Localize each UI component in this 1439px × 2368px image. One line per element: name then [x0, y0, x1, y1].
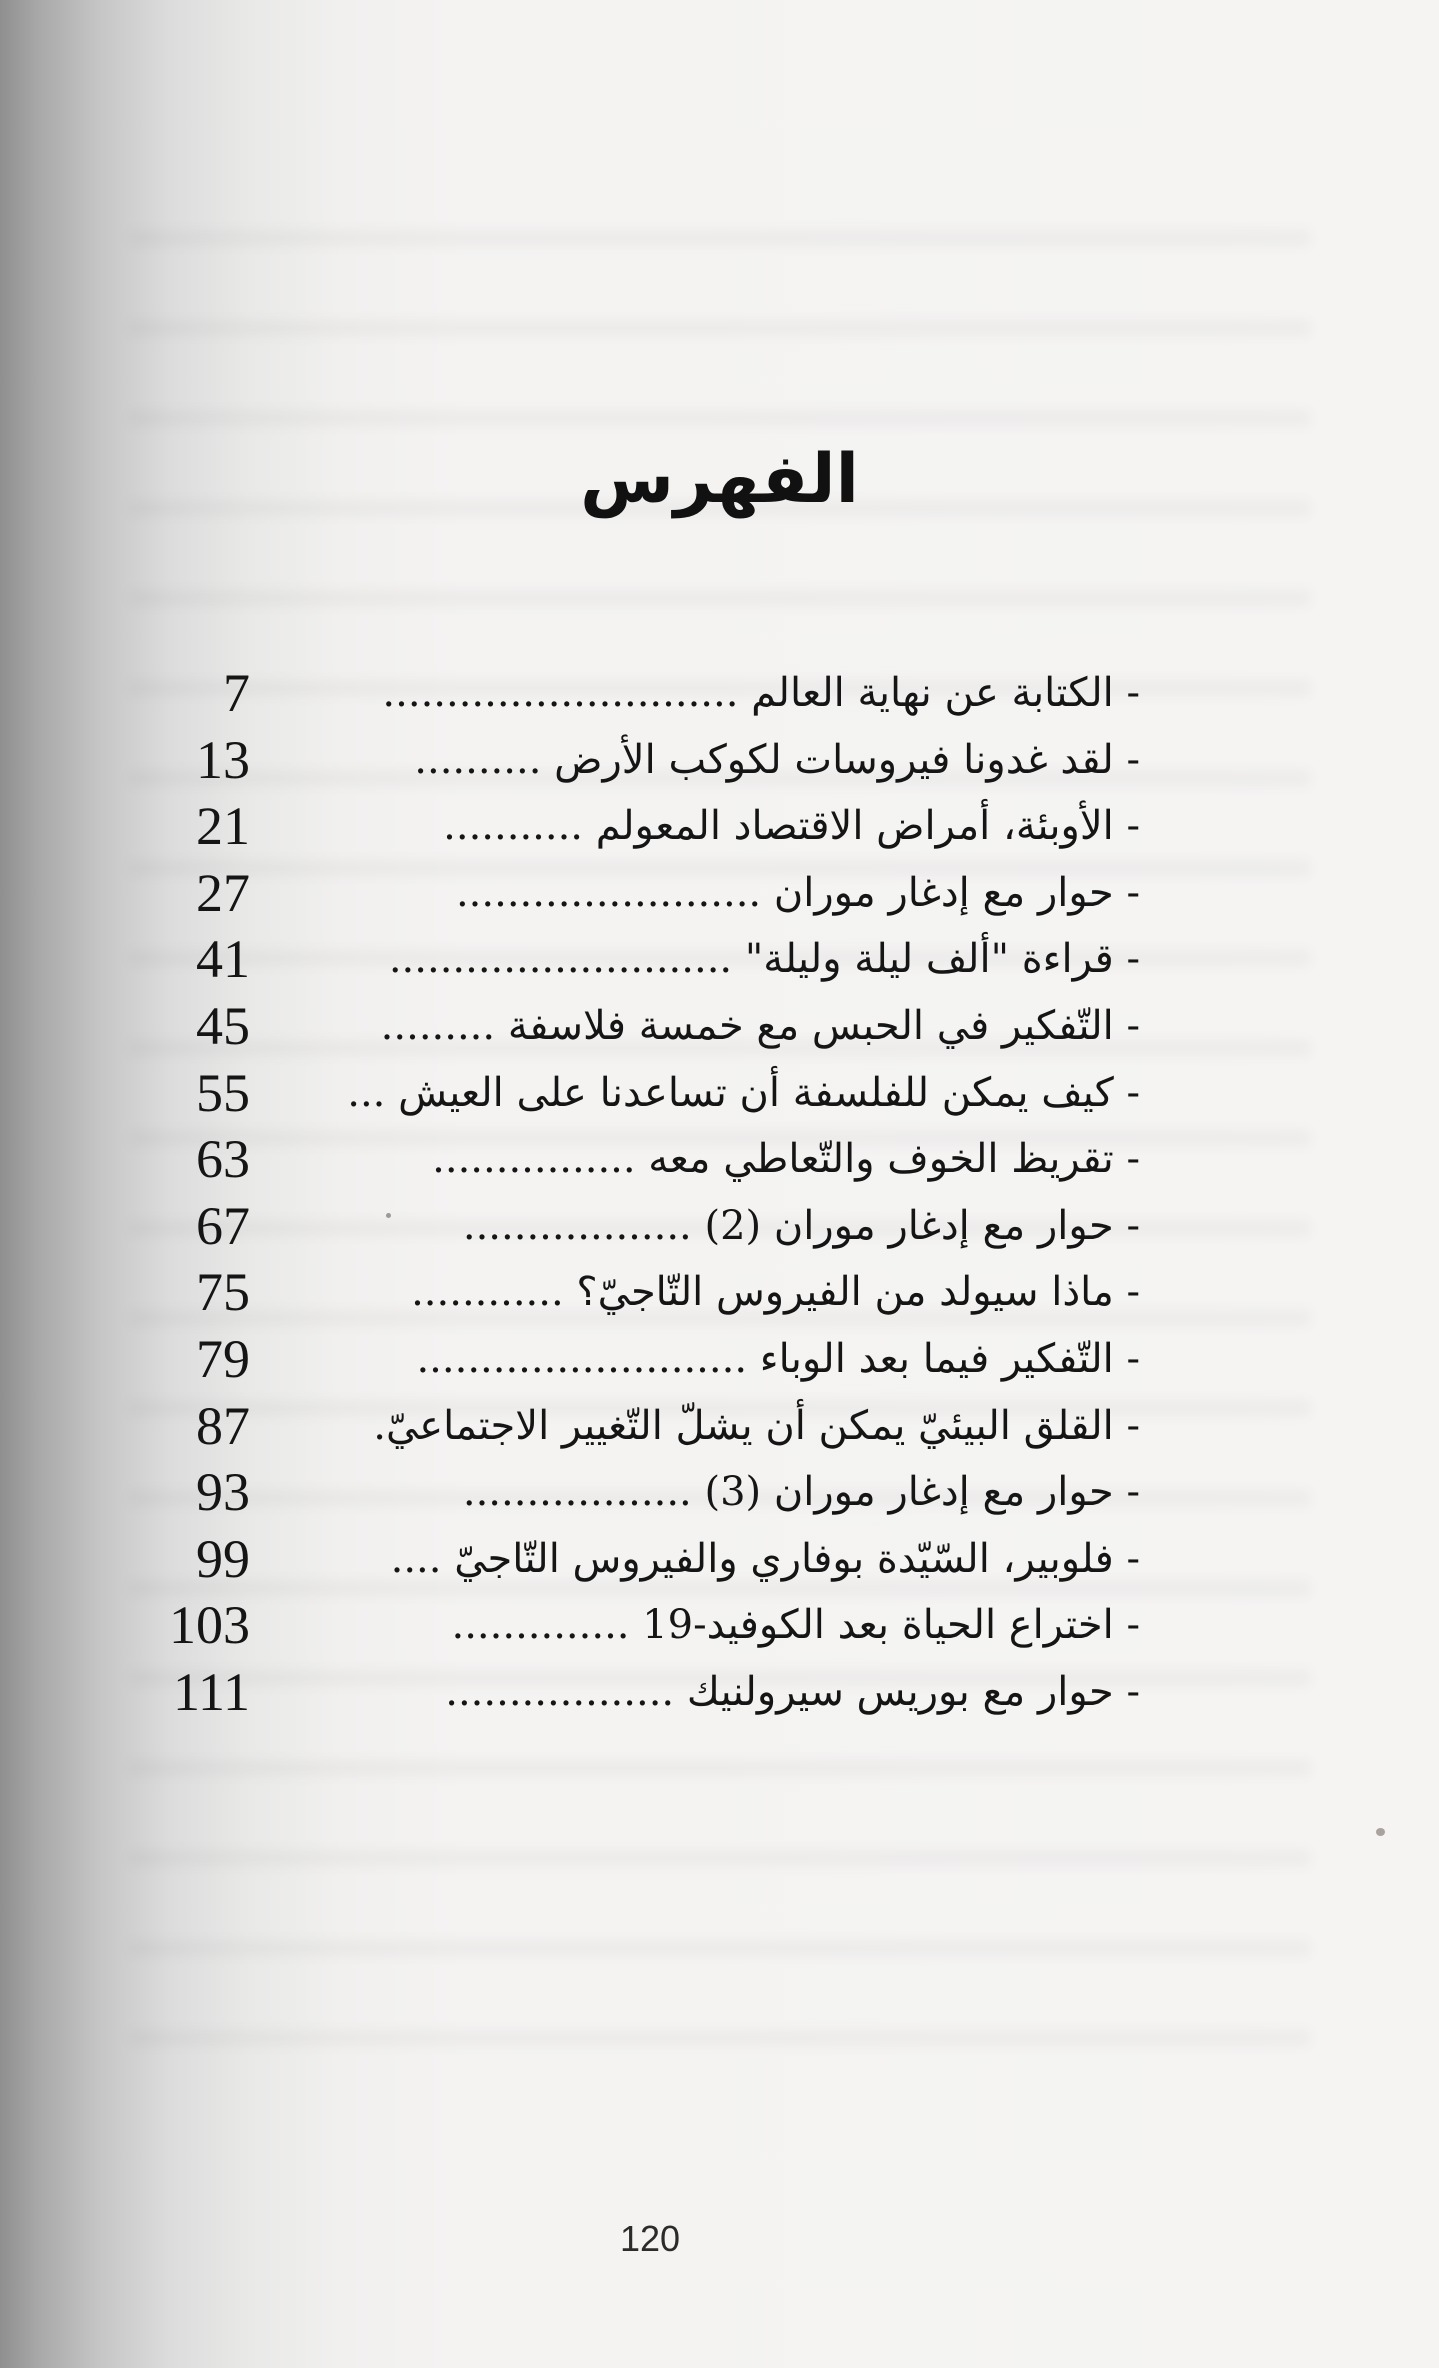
page-title: الفهرس — [580, 440, 859, 519]
toc-page-number: 75 — [196, 1262, 250, 1323]
toc-entry — [150, 1193, 1140, 1260]
toc-page-number: 21 — [196, 796, 250, 857]
toc-title: - لقد غدونا فيروسات لكوكب الأرض .......... — [414, 736, 1140, 783]
toc-entry — [150, 660, 1140, 727]
toc-page-number: 93 — [196, 1462, 250, 1523]
toc-page-number: 79 — [196, 1328, 250, 1389]
toc-entry — [150, 1126, 1140, 1193]
toc-title: - كيف يمكن للفلسفة أن تساعدنا على العيش ... — [347, 1069, 1140, 1116]
toc-title: - اختراع الحياة بعد الكوفيد-19 .............. — [451, 1602, 1140, 1649]
toc-entry — [150, 1459, 1140, 1526]
toc-entry — [150, 1393, 1140, 1460]
toc-title: - فلوبير، السّيّدة بوفاري والفيروس التّاجيّ .... — [390, 1535, 1140, 1582]
toc-title: - قراءة "ألف ليلة وليلة" ........................... — [388, 936, 1140, 983]
toc-entry — [150, 1259, 1140, 1326]
toc-page-number: 27 — [196, 862, 250, 923]
toc-title: - ماذا سيولد من الفيروس التّاجيّ؟ ............ — [411, 1269, 1140, 1316]
toc-title: - التّفكير فيما بعد الوباء .......................... — [416, 1335, 1140, 1382]
toc-title: - التّفكير في الحبس مع خمسة فلاسفة ......... — [380, 1002, 1140, 1049]
toc-page-number: 111 — [173, 1661, 250, 1722]
toc-page-number: 99 — [196, 1528, 250, 1589]
toc-entry — [150, 860, 1140, 927]
toc-title: - الأوبئة، أمراض الاقتصاد المعولم ........... — [443, 803, 1140, 850]
toc-entry — [150, 926, 1140, 993]
toc-page-number: 67 — [196, 1195, 250, 1256]
print-speck — [386, 1213, 391, 1218]
toc-page-number: 45 — [196, 995, 250, 1056]
toc-title: - حوار مع إدغار موران (2) .................. — [462, 1202, 1140, 1249]
toc-title: - تقريظ الخوف والتّعاطي معه ................ — [432, 1136, 1140, 1183]
toc-title: - حوار مع بوريس سيرولنيك .................. — [445, 1668, 1140, 1715]
toc-entry — [150, 1326, 1140, 1393]
toc-page-number: 55 — [196, 1062, 250, 1123]
table-of-contents — [150, 660, 1140, 1726]
toc-title: - الكتابة عن نهاية العالم ............................ — [382, 670, 1140, 716]
toc-entry — [150, 727, 1140, 794]
toc-page-number: 103 — [169, 1595, 250, 1656]
toc-entry — [150, 793, 1140, 860]
paper-blemish — [1376, 1828, 1385, 1836]
page-number: 120 — [619, 2218, 681, 2259]
toc-entry — [150, 1659, 1140, 1726]
toc-title: - حوار مع إدغار موران (3) .................. — [462, 1469, 1140, 1516]
toc-entry — [150, 1526, 1140, 1593]
toc-page-number: 63 — [196, 1129, 250, 1190]
toc-page-number: 13 — [196, 729, 250, 790]
toc-page-number: 41 — [196, 929, 250, 990]
toc-page-number: 87 — [196, 1395, 250, 1456]
toc-title: - القلق البيئيّ يمكن أن يشلّ التّغيير الاجتماعيّ. — [373, 1402, 1140, 1449]
toc-entry — [150, 1592, 1140, 1659]
toc-page-number: 7 — [223, 663, 250, 723]
toc-entry — [150, 1060, 1140, 1127]
toc-entry — [150, 993, 1140, 1060]
toc-title: - حوار مع إدغار موران ........................ — [455, 869, 1140, 916]
